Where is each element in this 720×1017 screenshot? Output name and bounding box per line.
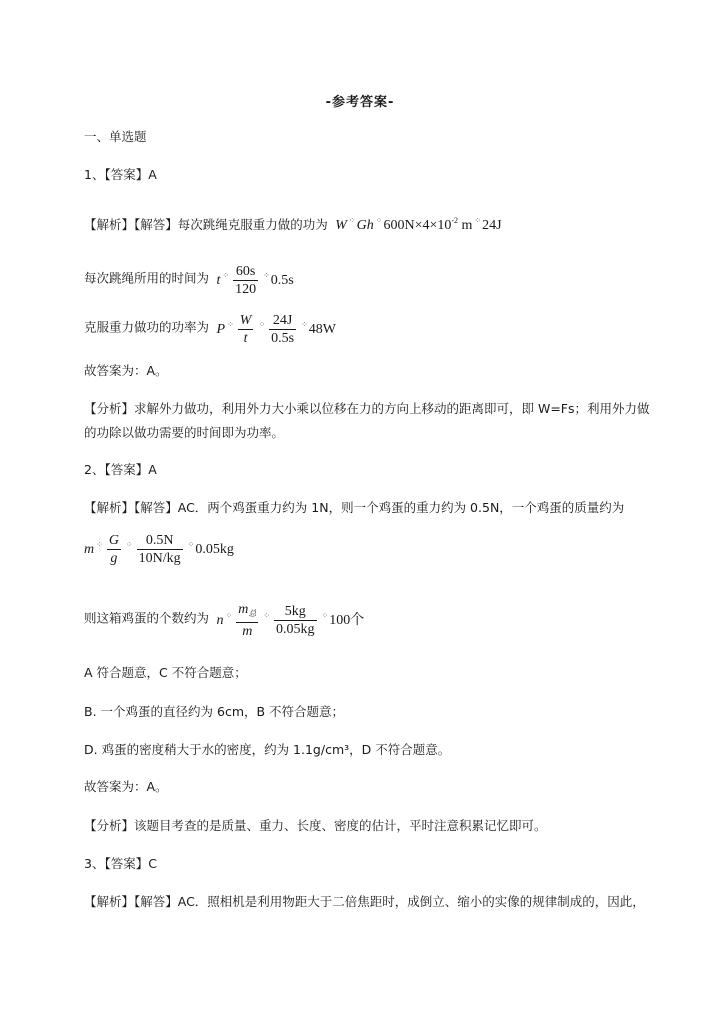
q2-mass-line — [84, 525, 234, 570]
q1-work-label: 【解析】【解答】每次跳绳克服重力做的功为 — [84, 217, 328, 232]
q1-time-label: 每次跳绳所用的时间为 — [84, 270, 210, 286]
q2-analysis: 【解析】【解答】AC．两个鸡蛋重力约为 1N，则一个鸡蛋的重力约为 0.5N，一个鸡蛋的质量约为 — [84, 500, 625, 515]
q2-option-b: B. 一个鸡蛋的直径约为 6cm，B 不符合题意； — [84, 704, 345, 719]
q2-count-label: 则这箱鸡蛋的个数约为 — [84, 610, 210, 626]
q2-count-line — [84, 596, 364, 641]
q1-time-equation: t ⁘ $\frac{60s}{120}$ ⁘ 0.5s — [216, 264, 294, 298]
q1-work-equation: W ⁘ Gh ⁘ $600N\times 4\times 10^{-2}$ m ⁘ 24J — [335, 216, 502, 233]
section-heading: 一、单选题 — [84, 129, 147, 144]
q2-summary: 【分析】该题目考查的是质量、重力、长度、密度的估计，平时注意积累记忆即可。 — [84, 818, 547, 833]
q1-power-line — [84, 305, 336, 350]
q1-work-line — [84, 212, 502, 235]
q2-conclusion: 故答案为：A。 — [84, 779, 168, 794]
q1-conclusion: 故答案为：A。 — [84, 363, 168, 378]
q3-answer: 3、【答案】C — [84, 856, 157, 871]
q2-answer: 2、【答案】A — [84, 462, 157, 477]
q2-option-d: D. 鸡蛋的密度稍大于水的密度，约为 1.1g/cm³，D 不符合题意。 — [84, 742, 451, 757]
q2-mass-equation: m ⁘ $\frac{G}{g}$ ⁘ $\frac{0.5N}{10N/kg}$ ⁘ 0.05kg — [84, 533, 234, 567]
q1-answer: 1、【答案】A — [84, 167, 157, 182]
q1-summary-line-1: 【分析】求解外力做功，利用外力大小乘以位移在力的方向上移动的距离即可，即 W=Fs；利用外力做 — [84, 401, 650, 416]
q1-power-equation: P ⁘ $\frac{W}{t}$ ⁘ $\frac{24J}{0.5s}$ ⁘ 48W — [216, 313, 337, 347]
q1-power-label: 克服重力做功的功率为 — [84, 319, 210, 335]
page-title: -参考答案- — [325, 95, 395, 110]
q1-time-line — [84, 256, 294, 301]
q2-count-equation: n ⁘ $\frac{m_总}{m}$ ⁘ $\frac{5kg}{0.05kg}$ ⁘ 100个 — [216, 602, 365, 640]
q3-analysis: 【解析】【解答】AC．照相机是利用物距大于二倍焦距时，成倒立、缩小的实像的规律制成的，因此， — [84, 894, 645, 909]
q2-option-ac: A 符合题意，C 不符合题意； — [84, 665, 247, 680]
q1-summary-line-2: 的功除以做功需要的时间即为功率。 — [84, 425, 285, 440]
